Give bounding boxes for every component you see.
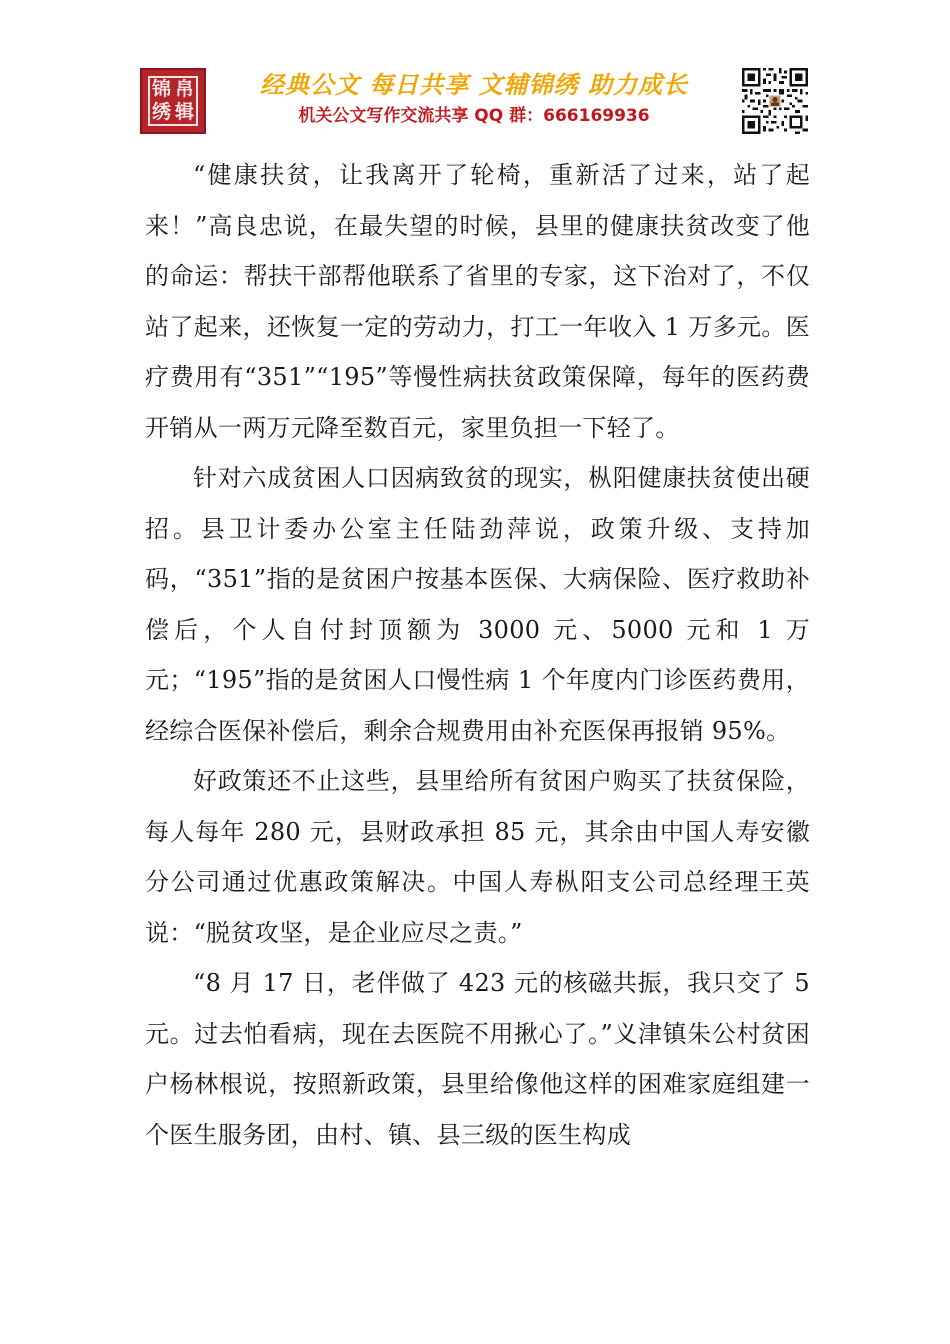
header-slogan: 经典公文 每日共享 文辅锦绣 助力成长: [259, 71, 689, 99]
seal-logo: [140, 68, 206, 134]
seal-char: 锦: [151, 78, 171, 100]
paragraph: 针对六成贫困人口因病致贫的现实，枞阳健康扶贫使出硬招。县卫计委办公室主任陆劲萍说，政策升级、支持加码，“351”指的是贫困户按基本医保、大病保险、医疗救助补偿后，个人自付封顶额为 3000 元、5000 元和 1 万元；“195”指的是贫困人口慢性病 1 个年度内门诊医药费用，经综合医保补偿后，剩余合规费用由补充医保再报销 95%。: [145, 464, 810, 745]
paragraph: “8 月 17 日，老伴做了 423 元的核磁共振，我只交了 5 元。过去怕看病，现在去医院不用揪心了。”义津镇朱公村贫困户杨林根说，按照新政策，县里给像他这样的困难家庭组建一个医生服务团，由村、镇、县三级的医生构成: [145, 969, 810, 1149]
seal-char: 绣: [151, 101, 171, 123]
article-body: [145, 150, 810, 1160]
paragraph: 好政策还不止这些，县里给所有贫困户购买了扶贫保险，每人每年 280 元，县财政承担 85 元，其余由中国人寿安徽分公司通过优惠政策解决。中国人寿枞阳支公司总经理王英说：“脱贫攻坚，是企业应尽之责。”: [145, 767, 810, 947]
seal-char: 辑: [174, 101, 194, 123]
header-qq-group: 机关公文写作交流共享 QQ 群：666169936: [298, 106, 650, 126]
qr-code-icon: [742, 68, 808, 134]
paragraph: “健康扶贫，让我离开了轮椅，重新活了过来，站了起来！”高良忠说，在最失望的时候，县里的健康扶贫改变了他的命运：帮扶干部帮他联系了省里的专家，这下治对了，不仅站了起来，还恢复一定的劳动力，打工一年收入 1 万多元。医疗费用有“351”“195”等慢性病扶贫政策保障，每年的医药费开销从一两万元降至数百元，家里负担一下轻了。: [145, 161, 810, 442]
seal-char: 帛: [174, 78, 194, 100]
document-header: [140, 68, 810, 134]
